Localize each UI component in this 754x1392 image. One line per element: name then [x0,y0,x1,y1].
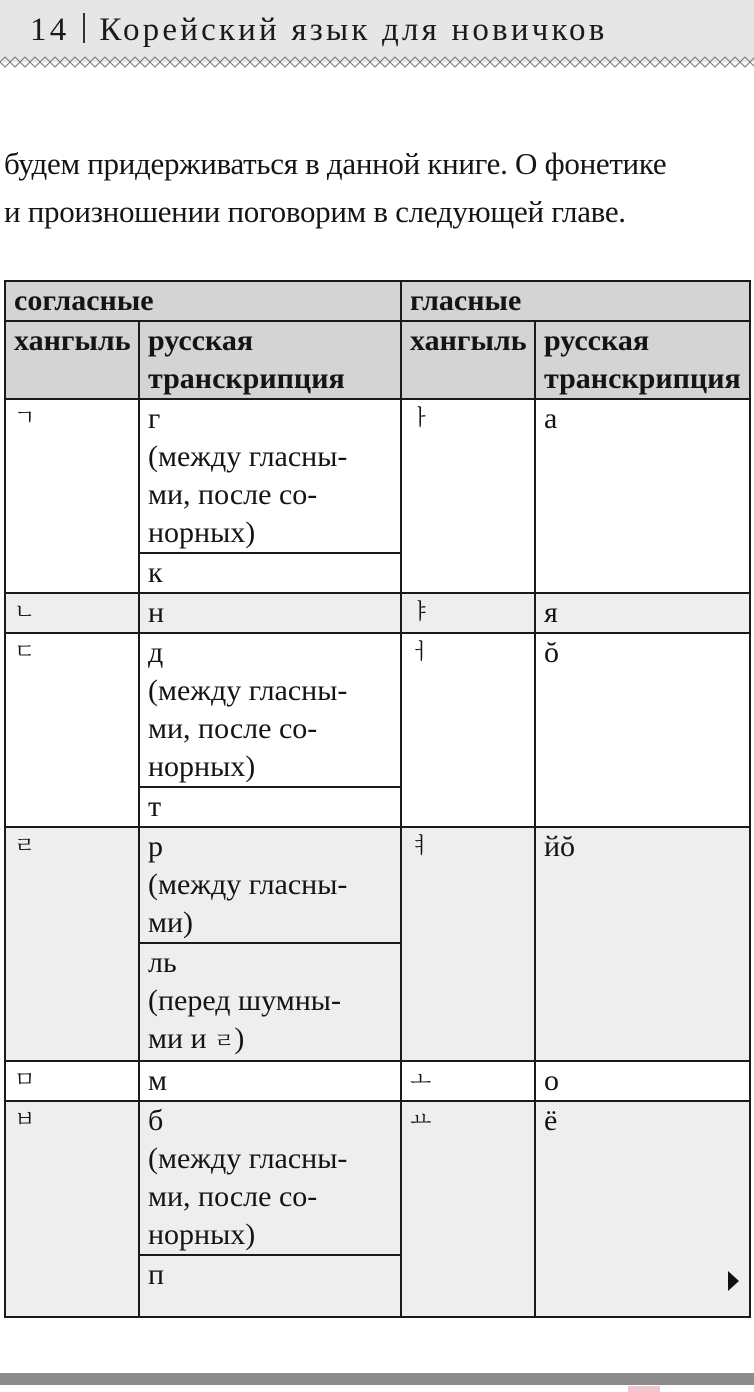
table-row [5,1101,750,1255]
vowel-translit-cell: ŏ [535,633,750,827]
vowel-hangul-cell: ㅕ [401,827,535,1061]
consonant-translit-cell: к [139,553,401,593]
consonant-translit-cell: д (между гласны- ми, после со- норных) [139,633,401,787]
vowel-hangul-cell: ㅛ [401,1101,535,1317]
table-row [5,827,750,943]
consonant-translit-cell: м [139,1061,401,1101]
consonant-hangul-cell: ㄱ [5,399,139,593]
consonant-hangul-cell: ㅂ [5,1101,139,1317]
consonants-group-header: согласные [5,281,401,321]
table-row [5,593,750,633]
corner-mark [628,1386,660,1392]
table-row [5,1061,750,1101]
vowel-hangul-cell: ㅑ [401,593,535,633]
table-row [5,399,750,553]
consonant-translit-cell: ль (перед шумны- ми и ㄹ) [139,943,401,1061]
vowel-hangul-header: хангыль [401,321,535,399]
consonant-translit-header: русская транскрипция [139,321,401,399]
consonant-translit-cell: т [139,787,401,827]
header-separator [83,13,85,43]
vowel-translit-cell: о [535,1061,750,1101]
table-column-header-row [5,321,750,399]
header-text [30,12,608,49]
page-number: 14 [30,12,70,48]
consonant-translit-cell: б (между гласны- ми, после со- норных) [139,1101,401,1255]
vowel-hangul-cell: ㅗ [401,1061,535,1101]
body-paragraph [4,140,750,236]
footer-bar [0,1373,754,1385]
paragraph-line: и произношении поговорим в следующей главе. [4,194,626,229]
vowel-translit-header: русская транскрипция [535,321,750,399]
vowel-translit-cell: ё [535,1101,750,1317]
book-title: Корейский язык для новичков [99,12,608,48]
vowel-translit-cell: йŏ [535,827,750,1061]
continue-arrow-icon [728,1271,739,1291]
consonant-translit-cell: п [139,1255,401,1317]
consonant-hangul-cell: ㄴ [5,593,139,633]
paragraph-line: будем придерживаться в данной книге. О фонетике [4,146,667,181]
consonant-hangul-cell: ㄷ [5,633,139,827]
vowels-group-header: гласные [401,281,750,321]
consonant-hangul-header: хангыль [5,321,139,399]
hangul-letter-inline: ㄹ [214,1029,235,1053]
header-ornament [0,56,754,68]
table-row [5,633,750,787]
vowel-translit-cell: я [535,593,750,633]
vowel-hangul-cell: ㅓ [401,633,535,827]
consonant-hangul-cell: ㄹ [5,827,139,1061]
vowel-hangul-cell: ㅏ [401,399,535,593]
transcription-table [4,280,751,1318]
consonant-translit-cell: г (между гласны- ми, после со- норных) [139,399,401,553]
running-header [0,0,754,62]
consonant-hangul-cell: ㅁ [5,1061,139,1101]
table-group-header-row [5,281,750,321]
vowel-translit-cell: а [535,399,750,593]
consonant-translit-cell: н [139,593,401,633]
consonant-translit-cell: р (между гласны- ми) [139,827,401,943]
